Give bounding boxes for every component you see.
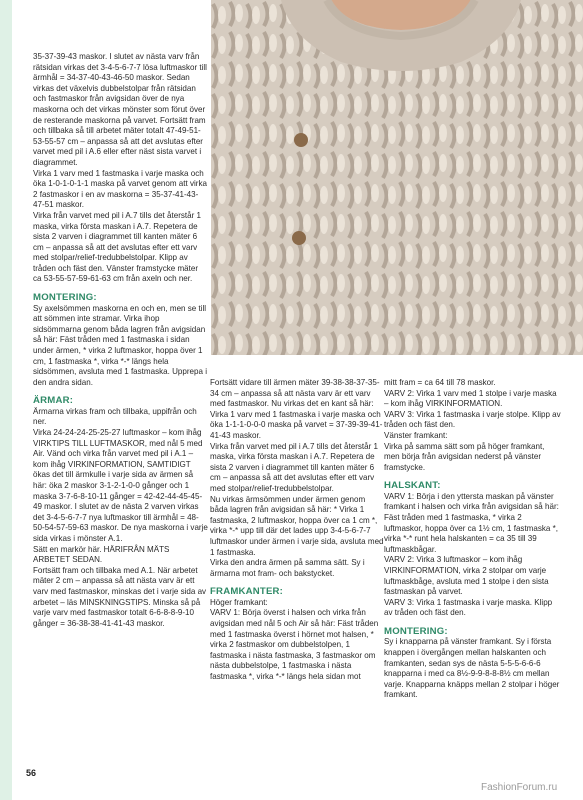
paragraph: Fortsätt fram och tillbaka med A.1. När arbetet mäter 2 cm – anpassa så att nästa varv är ett varv med fastmaskor, minskas det i varje sida av arbetet – läs MINSKNINGSTIPS. Minska så på varje varv med fastmaskor totalt 6-6-8-8-9-10 gånger = 36-38-38-41-41-43 maskor. <box>33 565 207 628</box>
heading-montering-2: MONTERING: <box>384 625 448 637</box>
page-side-stripe <box>0 0 12 800</box>
paragraph: Sätt en markör här. HÄRIFRÅN MÄTS ARBETET SEDAN. <box>33 544 170 565</box>
paragraph: VARV 2: Virka 3 luftmaskor – kom ihåg VIRKINFORMATION, virka 2 stolpar om varje luftmaskbåge, avsluta med 1 stolpe i den sista fastmaskan på varvet. <box>384 555 549 597</box>
watermark: FashionForum.ru <box>481 782 558 793</box>
paragraph: Virka 1 varv med 1 fastmaska i varje maska och öka 1-0-1-0-1-1 maska på varvet genom att virka 2 fastmaskor i en av maskorna = 35-37-41-43-47-51 maskor. <box>33 168 207 210</box>
paragraph: 35-37-39-43 maskor. I slutet av nästa varv från rätsidan virkas det 3-4-5-6-7-7 lösa luftmaskor till ärmhål = 34-37-40-43-46-50 maskor. Sedan virkas det växelvis dubbelstolpar från rätsidan och fastmaskor från avigsidan över de nya maskorna och det virkas mönster som förut över de resterande maskorna på varvet. Fortsätt fram och tillbaka så till arbetet mäter totalt 47-49-51-53-55-57 cm – anpassa så att det avslutas efter varvet med pil i A.6 eller efter näst sista varvet i diagrammet. <box>33 52 207 167</box>
paragraph: Höger framkant: VARV 1: Börja överst i halsen och virka från avigsidan med nål 5 och Air så här: Fäst tråden med 1 fastmaska överst i hörnet mot halsen, * virka 2 fastmaskor om dubbelstolpen, 1 fastmaska i nästa fastmaska, 3 fastmaskor om nästa dubbelstolpe, 1 fastmaska i nästa fastmaska *, virka *-* längs hela sidan mot <box>210 597 379 681</box>
page-number: 56 <box>26 768 37 778</box>
paragraph: Sy axelsömmen maskorna en och en, men se till att sömmen inte stramar. Virka ihop sidsömmarna genom båda lagren från avigsidan så här: Fäst tråden med 1 fastmaska i sidan under ärmen, * virka 2 luftmaskor, hoppa över 1 cm, 1 fastmaska *, virka *-* längs hela sidsömmen, avsluta med 1 fastmaska. Upprepa i den andra sidan. <box>33 303 207 387</box>
paragraph: Fortsätt vidare till ärmen mäter 39-38-38-37-35-34 cm – anpassa så att nästa varv är ett varv med fastmaskor. Nu virkas det en kant så här: <box>210 378 380 409</box>
text-column-3 <box>384 378 562 701</box>
paragraph: VARV 2: Virka 1 varv med 1 stolpe i varje maska – kom ihåg VIRKINFORMATION. <box>384 388 557 409</box>
paragraph: Virka 24-24-24-25-25-27 luftmaskor – kom ihåg VIRKTIPS TILL LUFTMASKOR, med nål 5 med Air. Vänd och virka från varvet med pil i A.1 – kom ihåg VIRKINFORMATION, SAMTIDIGT ökas det till ärmkulle i varje sida av ärmen så här: öka 2 maskor 3-1-2-1-0-0 gånger och 1 maska 3-7-6-8-10-11 gånger = 42-42-44-45-45-49 maskor. I slutet av de nästa 2 varven virkas det 3-4-5-6-7-7 nya luftmaskor till ärmhål = 48-50-54-57-59-63 maskor. De nya maskorna i varje sida virkas i mönster A.1. <box>33 428 208 543</box>
text-column-2 <box>210 378 385 683</box>
heading-framkanter: FRAMKANTER: <box>210 586 284 598</box>
paragraph: Virka 1 varv med 1 fastmaska i varje maska och öka 1-1-1-0-0-0 maska på varvet = 37-39-39-41-41-43 maskor. <box>210 409 383 440</box>
paragraph: VARV 3: Virka 1 fastmaska i varje stolpe. Klipp av tråden och fäst den. <box>384 409 561 430</box>
heading-armar: ÄRMAR: <box>33 395 74 407</box>
paragraph: Ärmarna virkas fram och tillbaka, uppifrån och ner. <box>33 406 197 427</box>
paragraph: mitt fram = ca 64 till 78 maskor. <box>384 378 496 387</box>
paragraph: Sy i knapparna på vänster framkant. Sy i första knappen i övergången mellan halskanten och framkanten, sedan sys de nästa 5-5-5-6-6-6 knapparna i med ca 8½-9-9-8-8-8½ cm mellan varje. Knapparna knäpps mellan 2 stolpar i höger framkant. <box>384 637 560 700</box>
cardigan-photo <box>211 0 583 355</box>
paragraph: Virka från varvet med pil i A.7 tills det återstår 1 maska, virka första maskan i A.7. Repetera de sista 2 varven i diagrammet till kanten mäter 6 cm – anpassa så att det avslutas efter ett varv med stolpar/relief-tredubbelstolpar. Klipp av tråden och fäst den. Vänster framstycke mäter ca 53-55-57-59-61-63 cm från axeln och ner. <box>33 210 202 284</box>
paragraph: Virka på samma sätt som på höger framkant, men börja från avigsidan nederst på vänster framstycke. <box>384 441 545 472</box>
paragraph: VARV 3: Virka 1 fastmaska i varje maska. Klipp av tråden och fäst den. <box>384 597 553 618</box>
paragraph: Nu virkas ärmsömmen under ärmen genom båda lagren från avigsidan så här: * Virka 1 fastmaska, 2 luftmaskor, hoppa över ca 1 cm *, virka *-* upp till där det lades upp 3-4-5-6-7-7 luftmaskor under ärmen i varje sida, avsluta med 1 fastmaska. <box>210 494 384 557</box>
paragraph: VARV 1: Börja i den yttersta maskan på vänster framkant i halsen och virka från avigsidan så här: Fäst tråden med 1 fastmaska, * virka 2 luftmaskor, hoppa över ca 1½ cm, 1 fastmaska *, virka *-* runt hela halskanten = ca 35 till 39 luftmaskbågar. <box>384 491 559 554</box>
text-column-1 <box>33 52 208 629</box>
heading-montering: MONTERING: <box>33 292 97 304</box>
paragraph: Vänster framkant: <box>384 430 448 440</box>
paragraph: Virka från varvet med pil i A.7 tills det återstår 1 maska, virka första maskan i A.7. Repetera de sista 2 varven i diagrammet till kanten mäter 6 cm – anpassa så att det avslutas efter ett varv med stolpar/relief-tredubbelstolpar. <box>210 441 379 493</box>
heading-halskant: HALSKANT: <box>384 480 441 492</box>
paragraph: Virka den andra ärmen på samma sätt. Sy i ärmarna mot fram- och bakstycket. <box>210 558 365 578</box>
